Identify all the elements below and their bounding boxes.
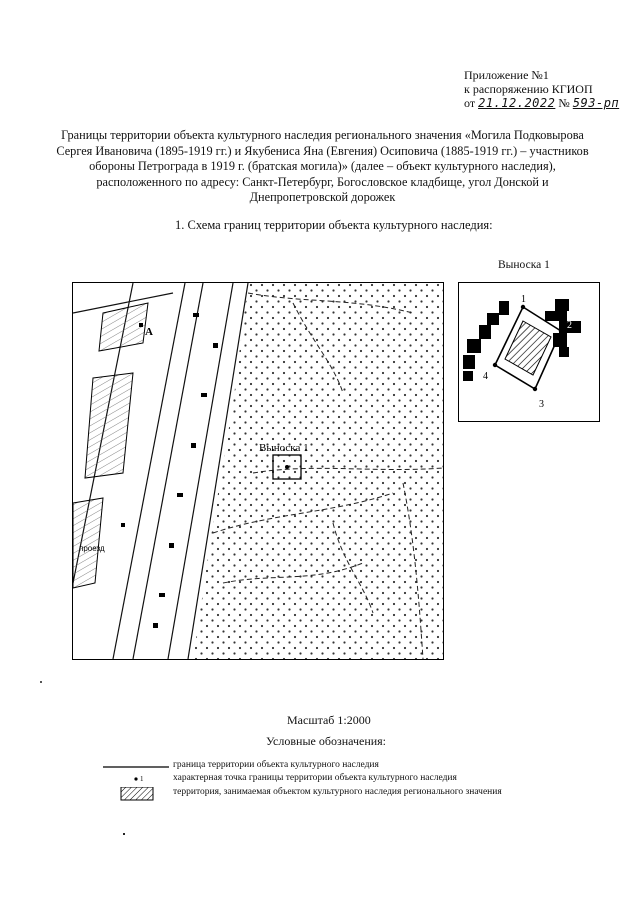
appendix-number-prefix: № xyxy=(558,96,570,110)
legend-hatch-text: территория, занимаемая объектом культурного наследия регионального значения xyxy=(173,787,502,797)
callout-svg xyxy=(459,283,599,421)
scan-speck-left xyxy=(40,681,42,683)
point-label-2: 2 xyxy=(567,320,572,331)
legend-item-hatch xyxy=(103,787,603,801)
appendix-line-2: к распоряжению КГИОП xyxy=(464,82,593,96)
appendix-line-1: Приложение №1 xyxy=(464,68,549,82)
callout-title: Выноска 1 xyxy=(498,259,550,271)
point-label-3: 3 xyxy=(539,399,544,410)
cadastral-map xyxy=(72,282,444,660)
map-callout-label: Выноска 1 xyxy=(259,442,309,454)
map-road-label: проезд xyxy=(79,544,105,553)
document-title: Границы территории объекта культурного наследия регионального значения «Могила Подковырова Сергея Ивановича (1895-1919 гг.) и Якубениса Яна (Евгения) Осиповича (1885-1919 гг.) – участников обороны Петрограда в 1919 г. (братская могила)» (далее – объект культурного наследия), расположенного по адресу: Санкт-Петербург, Богословское кладбище, угол Донской и Днепропетровской дорожек xyxy=(56,128,589,204)
legend-title: Условные обозначения: xyxy=(266,734,387,748)
appendix-date-prefix: от xyxy=(464,96,476,110)
appendix-number: 593-рп xyxy=(572,96,620,110)
legend-point-icon xyxy=(103,773,171,787)
callout-diagram xyxy=(458,282,600,422)
appendix-date: 21.12.2022 xyxy=(478,96,556,110)
appendix-line-3 xyxy=(464,96,619,110)
map-svg xyxy=(73,283,443,659)
legend-hatch-icon xyxy=(103,787,171,801)
scan-speck xyxy=(123,833,125,835)
point-label-4: 4 xyxy=(483,371,488,382)
map-block-letter: А xyxy=(145,326,153,338)
legend-point-text: характерная точка границы территории объекта культурного наследия xyxy=(173,773,457,783)
legend-item-point xyxy=(103,773,603,787)
legend-boundary-text: граница территории объекта культурного наследия xyxy=(173,760,379,770)
legend-boundary-line-icon xyxy=(103,760,171,774)
map-scale: Масштаб 1:2000 xyxy=(287,713,371,727)
appendix-header xyxy=(464,68,619,110)
section-heading: 1. Схема границ территории объекта культурного наследия: xyxy=(175,218,493,232)
legend-point-number: 1 xyxy=(140,775,144,783)
legend-item-boundary xyxy=(103,760,603,774)
point-label-1: 1 xyxy=(521,294,526,305)
